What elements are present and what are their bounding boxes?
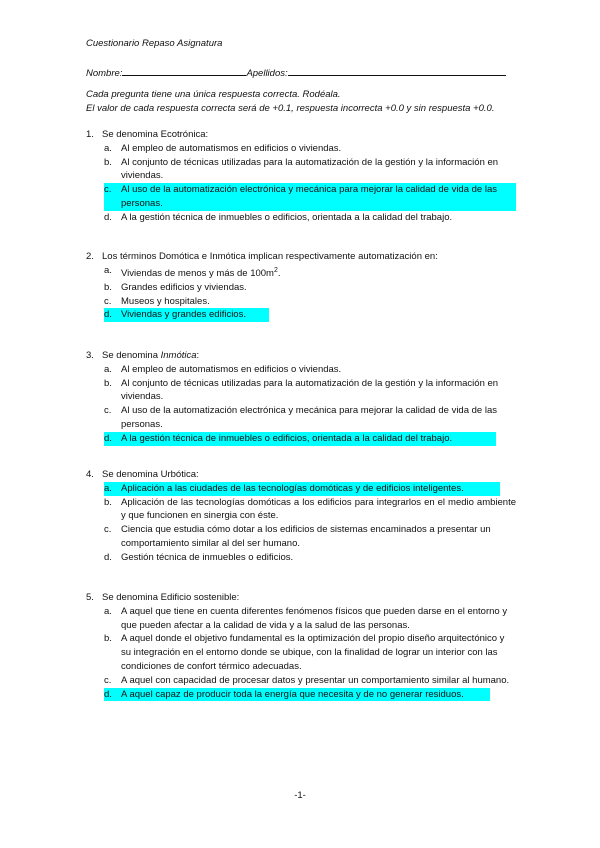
option-text: [121, 264, 516, 281]
option-text: Viviendas y grandes edificios.: [121, 308, 269, 322]
option-letter: a.: [104, 142, 112, 154]
question-5: [86, 591, 516, 701]
option-letter: c.: [104, 295, 112, 307]
option-letter: c.: [104, 184, 112, 196]
question-2: [86, 250, 516, 322]
option-letter: c.: [104, 674, 112, 686]
option-letter: b.: [104, 377, 112, 389]
option-letter: b.: [104, 156, 112, 168]
question-number: 4.: [86, 469, 94, 480]
question-number: 1.: [86, 129, 94, 140]
answer-option-1d[interactable]: [104, 211, 516, 225]
answer-option-5a[interactable]: [104, 605, 516, 633]
option-text: Grandes edificios y viviendas.: [121, 281, 247, 293]
answer-option-5c[interactable]: [104, 674, 516, 688]
answer-option-3a[interactable]: [104, 363, 516, 377]
answer-option-3c[interactable]: [104, 404, 516, 432]
answer-option-5b[interactable]: [104, 632, 516, 673]
option-text: Gestión técnica de inmuebles o edificios.: [121, 551, 294, 563]
option-text: A aquel donde el objetivo fundamental es la optimización del propio diseño arquitectónico y su integración en el entorno donde se ubique, con la finalidad de lograr un interior con las condiciones de confort térmico adecuadas.: [121, 633, 505, 672]
option-letter: a.: [104, 264, 112, 276]
option-text: A la gestión técnica de inmuebles o edificios, orientada a la calidad del trabajo.: [121, 432, 453, 444]
option-text: Al empleo de automatismos en edificios o viviendas.: [121, 363, 342, 375]
question-1: [86, 128, 516, 225]
answer-option-4d[interactable]: [104, 551, 516, 565]
option-text: Museos y hospitales.: [121, 295, 210, 307]
answer-option-2d-highlighted[interactable]: [104, 308, 269, 322]
option-text: A aquel con capacidad de procesar datos y presentar un comportamiento similar al humano.: [121, 674, 510, 686]
name-label: Nombre:: [86, 68, 123, 79]
surname-blank: [288, 66, 506, 76]
option-text: Ciencia que estudia cómo dotar a los edificios de sistemas encaminados a presentar un comportamiento similar al del ser humano.: [121, 524, 491, 549]
option-text: Al conjunto de técnicas utilizadas para la automatización de la gestión y la información en viviendas.: [121, 377, 499, 403]
question-text: Se denomina Edificio sostenible:: [102, 592, 240, 603]
option-text: Al uso de la automatización electrónica y mecánica para mejorar la calidad de vida de las personas.: [121, 405, 497, 430]
option-text-main: Viviendas de menos y más de 100m: [121, 267, 274, 279]
document-header-title: Cuestionario Repaso Asignatura: [86, 38, 223, 49]
question-number: 2.: [86, 251, 94, 262]
question-text: Los términos Domótica e Inmótica implican respectivamente automatización en:: [102, 251, 438, 262]
question-text-emphasis: Inmótica: [160, 350, 197, 361]
answer-option-4a-highlighted[interactable]: [104, 482, 500, 496]
option-letter: b.: [104, 281, 112, 293]
answer-option-5d-highlighted[interactable]: [104, 688, 490, 702]
option-text: A la gestión técnica de inmuebles o edificios, orientada a la calidad del trabajo.: [121, 211, 453, 223]
option-letter: d.: [104, 551, 112, 563]
answer-option-2a[interactable]: [104, 264, 516, 281]
option-text: Al empleo de automatismos en edificios o viviendas.: [121, 142, 342, 154]
name-blank: [122, 66, 246, 76]
instructions-line-2: El valor de cada respuesta correcta será de +0.1, respuesta incorrecta +0.0 y sin respuesta +0.0.: [86, 102, 495, 114]
answer-option-1a[interactable]: [104, 142, 516, 156]
option-letter: c.: [104, 524, 112, 536]
option-letter: d.: [104, 211, 112, 223]
option-text: Al conjunto de técnicas utilizadas para la automatización de la gestión y la información en viviendas.: [121, 156, 499, 182]
option-letter: b.: [104, 633, 112, 645]
option-letter: d.: [104, 688, 112, 700]
question-number: 5.: [86, 592, 94, 603]
question-number: 3.: [86, 350, 94, 361]
answer-option-1b[interactable]: [104, 156, 516, 184]
answer-option-2c[interactable]: [104, 295, 516, 309]
option-letter: a.: [104, 482, 112, 494]
option-letter: d.: [104, 308, 121, 322]
question-text-suffix: :: [196, 350, 200, 361]
option-text: A aquel capaz de producir toda la energía que necesita y de no generar residuos.: [121, 688, 464, 700]
answer-option-4b[interactable]: [104, 496, 516, 524]
page-number: -1-: [294, 790, 306, 801]
option-text: Al uso de la automatización electrónica y mecánica para mejorar la calidad de vida de las personas.: [121, 184, 497, 209]
option-letter: c.: [104, 405, 112, 417]
answer-option-3d-highlighted[interactable]: [104, 432, 496, 446]
question-text: Se denomina Urbótica:: [102, 469, 199, 480]
option-superscript: 2: [273, 266, 278, 274]
surname-label: Apellidos:: [246, 68, 288, 79]
answer-option-4c[interactable]: [104, 523, 516, 551]
question-4: [86, 468, 516, 565]
option-text: Aplicación a las ciudades de las tecnologías domóticas y de edificios inteligentes.: [121, 482, 464, 494]
option-letter: d.: [104, 432, 112, 444]
instructions-line-1: Cada pregunta tiene una única respuesta correcta. Rodéala.: [86, 89, 341, 100]
question-text: Se denomina Ecotrónica:: [102, 129, 209, 140]
name-fields: [86, 66, 506, 79]
option-letter: a.: [104, 363, 112, 375]
instructions: [86, 88, 494, 115]
answer-option-3b[interactable]: [104, 377, 516, 405]
answer-option-2b[interactable]: [104, 281, 516, 295]
answer-option-1c-highlighted[interactable]: [104, 183, 516, 211]
question-text: [102, 349, 516, 363]
question-3: [86, 349, 516, 446]
question-text-main: Se denomina: [102, 350, 161, 361]
option-text: A aquel que tiene en cuenta diferentes fenómenos físicos que pueden darse en el entorno y que pueden afectar a la calidad de vida y a la salud de las personas.: [121, 605, 508, 631]
option-text: Aplicación de las tecnologías domóticas a los edificios para integrarlos en el medio ambiente y que funcionen en sinergia con éste.: [121, 496, 516, 522]
option-letter: b.: [104, 496, 112, 508]
option-letter: a.: [104, 605, 112, 617]
option-suffix: .: [277, 267, 281, 279]
